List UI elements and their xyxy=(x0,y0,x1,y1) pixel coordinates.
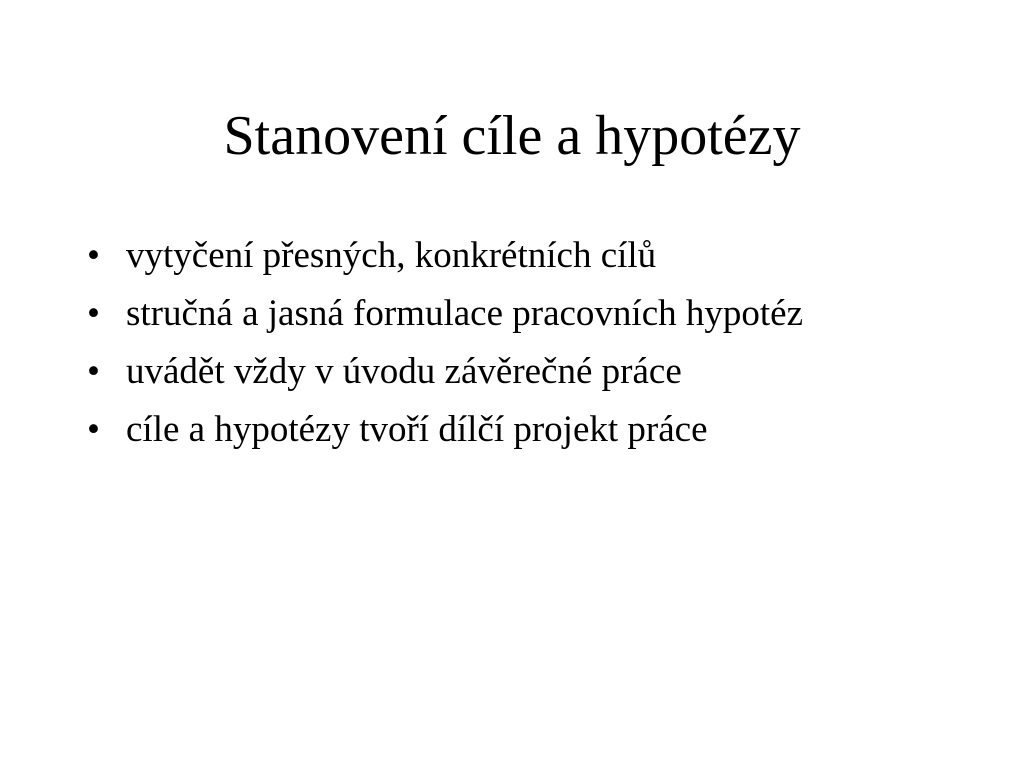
bullet-icon: • xyxy=(87,351,100,392)
bullet-text: cíle a hypotézy tvoří dílčí projekt práce xyxy=(126,409,708,450)
bullet-icon: • xyxy=(87,293,100,334)
bullet-text: stručná a jasná formulace pracovních hypotéz xyxy=(126,293,804,334)
bullet-icon: • xyxy=(87,235,100,276)
bullet-item-3 xyxy=(84,348,944,396)
bullet-text: uvádět vždy v úvodu závěrečné práce xyxy=(126,351,682,392)
bullet-list xyxy=(84,232,944,464)
bullet-item-4 xyxy=(84,406,944,454)
slide-title: Stanovení cíle a hypotézy xyxy=(223,105,801,167)
bullet-icon: • xyxy=(87,409,100,450)
bullet-text: vytyčení přesných, konkrétních cílů xyxy=(126,235,657,276)
bullet-item-2 xyxy=(84,290,944,338)
bullet-item-1 xyxy=(84,232,944,280)
